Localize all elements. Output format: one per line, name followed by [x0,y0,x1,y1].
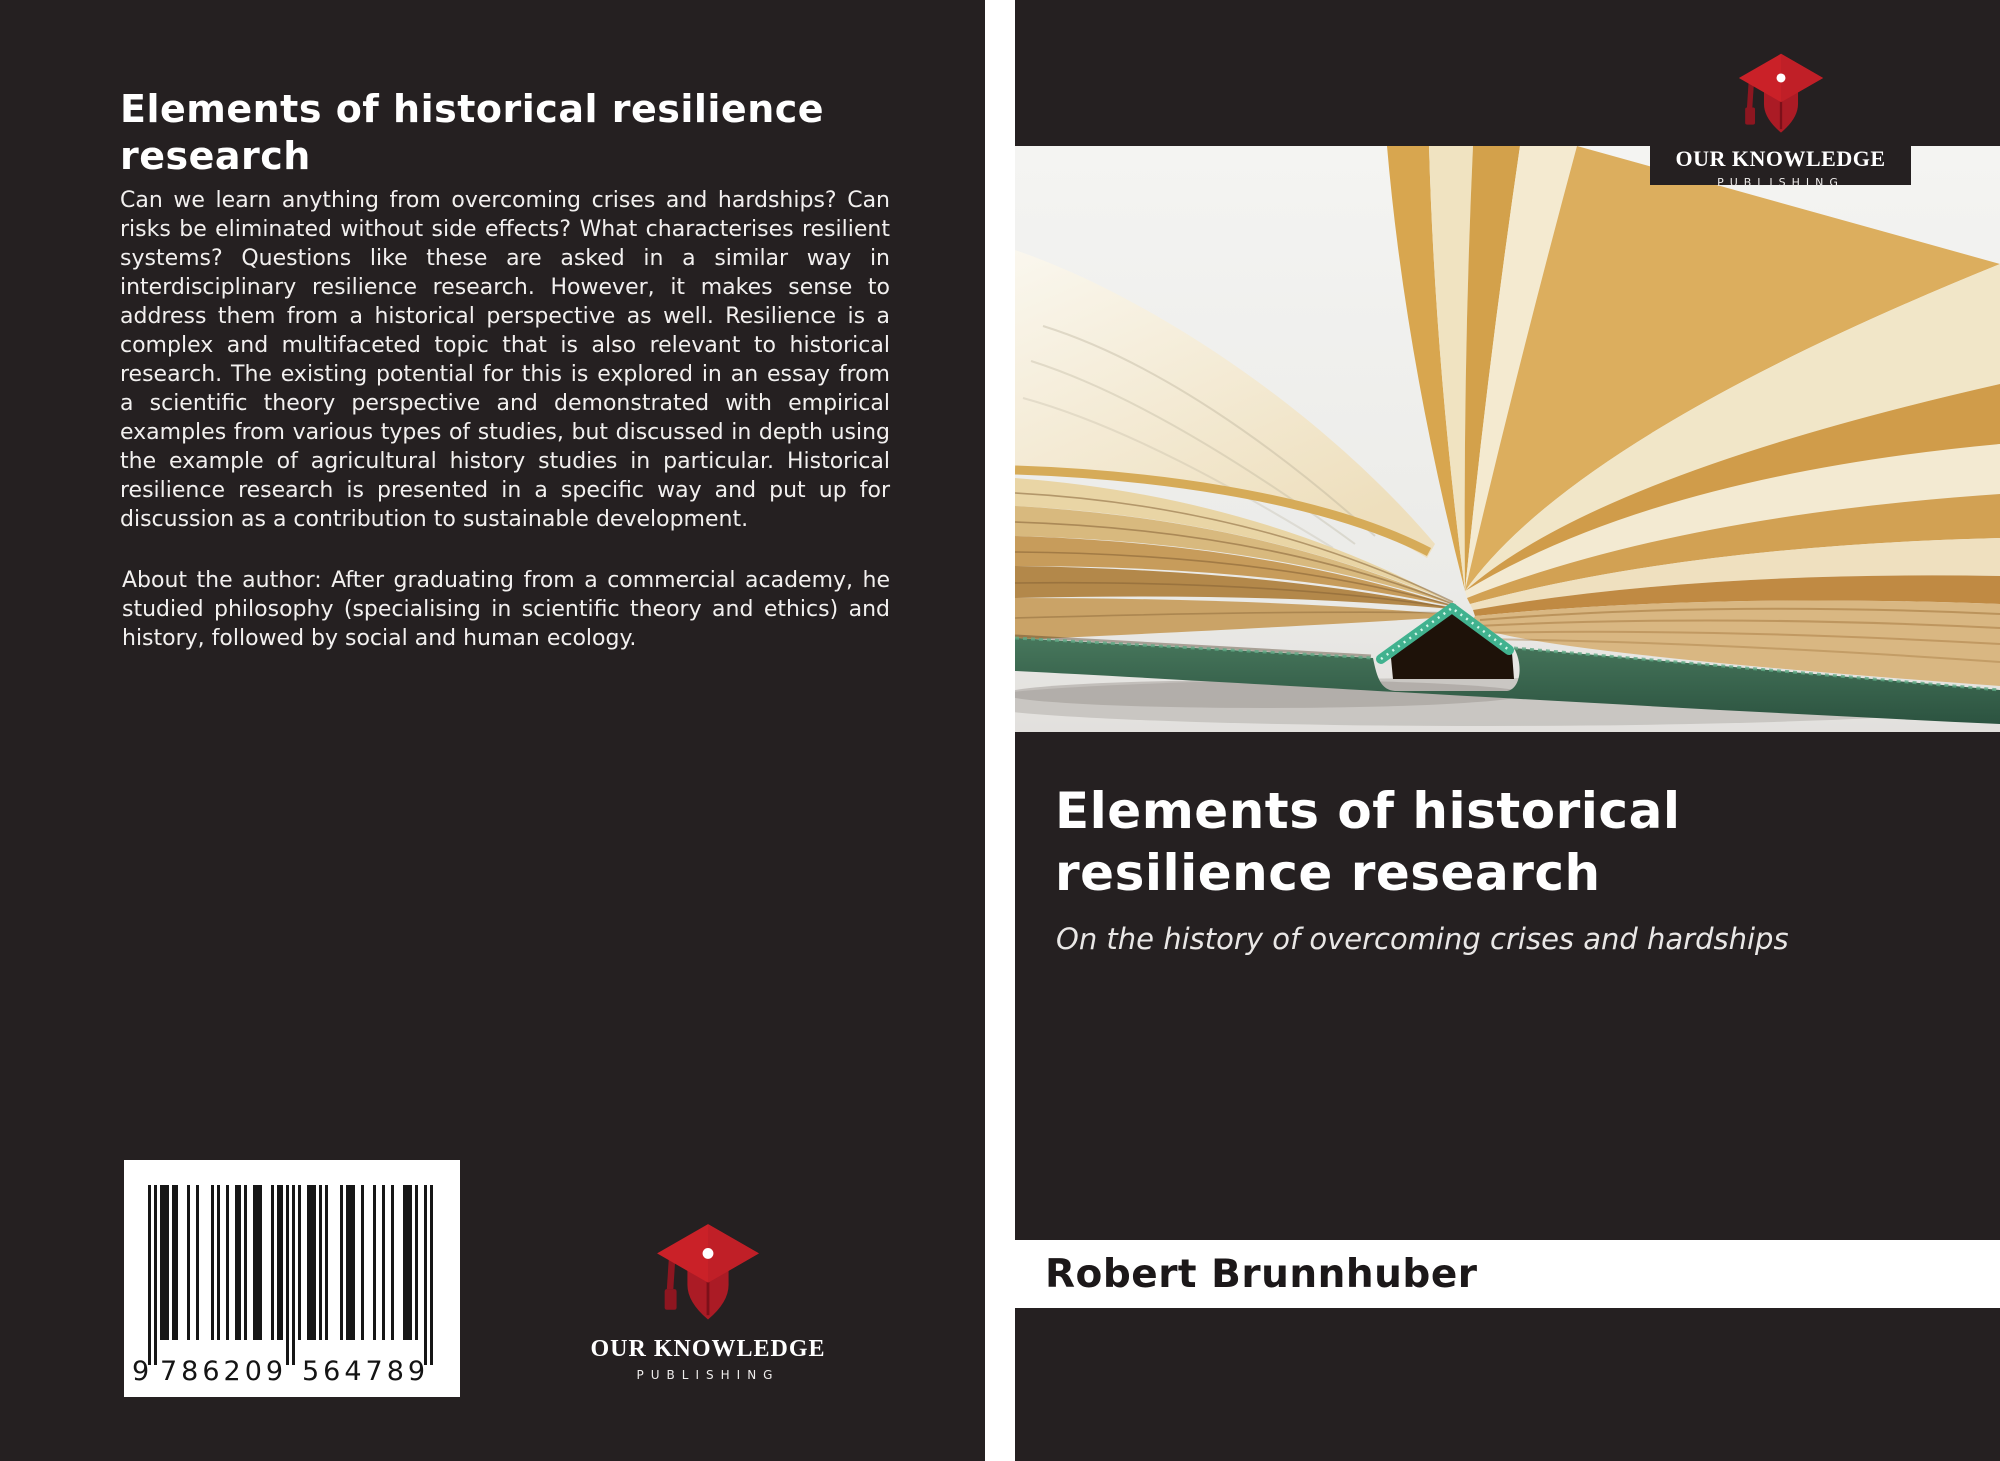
open-book-photo [1015,146,2000,732]
barcode [124,1160,460,1397]
back-publisher-logo [568,1222,848,1382]
about-the-author: About the author: After graduating from a commercial academy, he studied philosophy (specialising in scientific theory and ethics) and history, followed by social and human ecology. [122,568,890,651]
back-title [120,86,824,180]
front-bottom-panel [1015,1308,2000,1461]
front-title-line2: resilience research [1055,844,1601,902]
back-title-line2: research [120,134,311,178]
author-band [1015,1240,2000,1308]
author-name: Robert Brunnhuber [1045,1251,1478,1297]
spine-gutter [985,0,1015,1461]
barcode-digits-group1: 786209 [160,1356,288,1387]
back-title-line1: Elements of historical resilience [120,87,825,131]
barcode-digit-left: 9 [132,1356,150,1387]
front-title [1055,780,1680,904]
graduation-cap-icon [648,1311,768,1330]
publisher-name: OUR KNOWLEDGE [590,1336,826,1362]
front-cover [1015,0,2000,1461]
front-subtitle: On the history of overcoming crises and hardships [1056,922,1789,956]
publisher-tagline: PUBLISHING [1717,176,1844,189]
front-publisher-logo [1650,0,1911,189]
publisher-tagline: PUBLISHING [636,1368,780,1382]
barcode-digits-group2: 564789 [302,1356,430,1387]
front-title-line1: Elements of historical [1055,782,1681,840]
publisher-name: OUR KNOWLEDGE [1675,146,1886,171]
back-cover [0,0,985,1461]
graduation-cap-icon [1731,52,1831,142]
back-blurb: Can we learn anything from overcoming crises and hardships? Can risks be eliminated without side effects? What characterises resilient systems? Questions like these are asked in a similar way in interdisciplinary resilience research. However, it makes sense to address them from a historical perspective as well. Resilience is a complex and multifaceted topic that is also relevant to historical research. The existing potential for this is explored in an essay from a scientific theory perspective and demonstrated with empirical examples from various types of studies, but discussed in depth using the example of agricultural history studies in particular. Historical resilience research is presented in a specific way and put up for discussion as a contribution to sustainable development. [120,188,890,532]
